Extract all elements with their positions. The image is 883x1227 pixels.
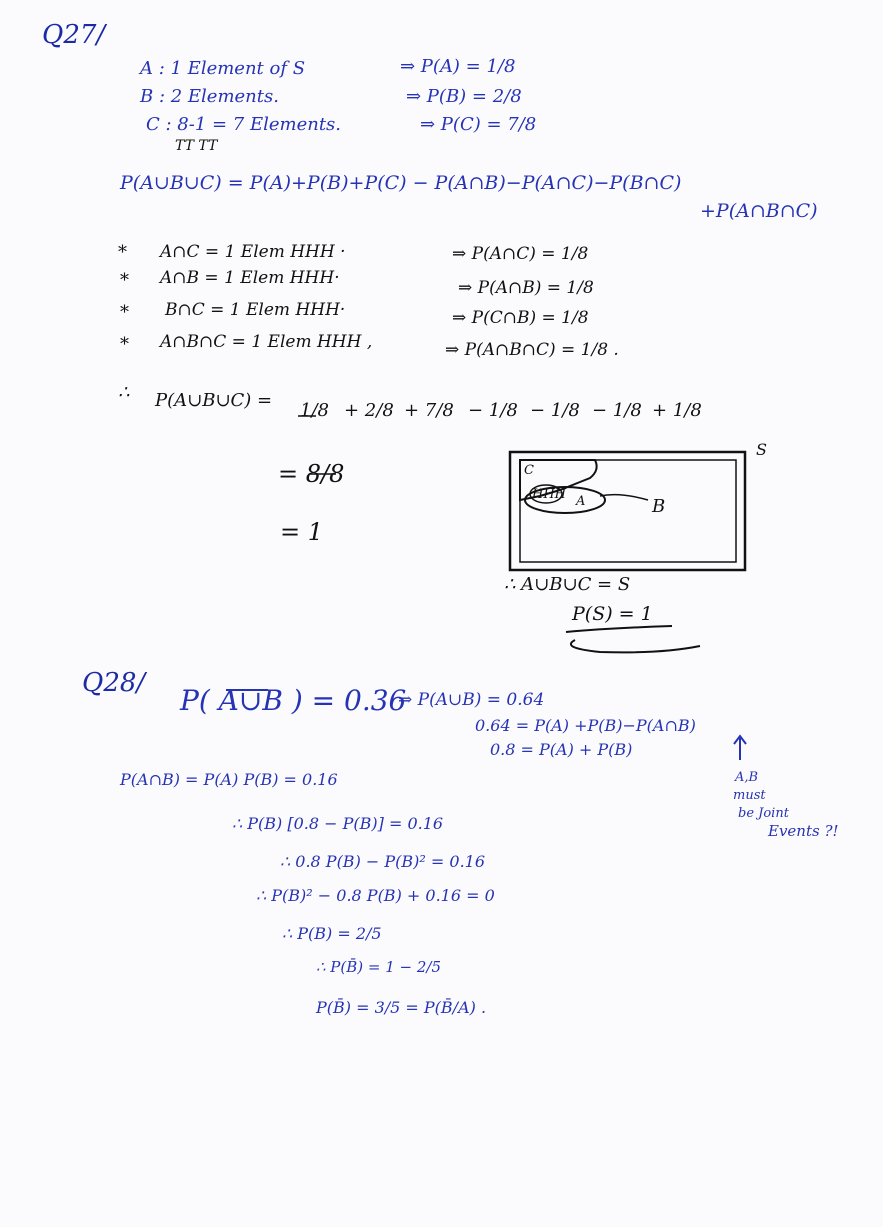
step-2: ∴ 0.8 P(B) − P(B)² = 0.16 bbox=[280, 852, 486, 871]
note-arrow-head bbox=[734, 736, 746, 744]
given-a-prob: ⇒ P(A) = 1/8 bbox=[400, 56, 516, 77]
sum-term-1: 1/8 bbox=[300, 400, 329, 421]
a-and-c-count: A∩C = 1 Elem HHH · bbox=[160, 242, 346, 262]
venn-sample-space-inner bbox=[520, 460, 736, 562]
star-3: * bbox=[120, 302, 129, 323]
given-a: A : 1 Element of S bbox=[140, 58, 306, 79]
given-c: C : 8-1 = 7 Elements. bbox=[146, 114, 342, 135]
venn-label-c: C bbox=[524, 463, 534, 478]
venn-sample-space-outer bbox=[510, 452, 745, 570]
abc-prob: ⇒ P(A∩B∩C) = 1/8 . bbox=[445, 340, 619, 360]
note-line-2: must bbox=[733, 788, 766, 803]
underline-ps bbox=[566, 626, 672, 632]
a-and-b-prob: ⇒ P(A∩B) = 1/8 bbox=[458, 278, 594, 298]
star-1: * bbox=[118, 242, 127, 263]
a-and-c-prob: ⇒ P(A∩C) = 1/8 bbox=[452, 244, 589, 264]
conclusion-union-s: ∴ A∪B∪C = S bbox=[504, 574, 631, 595]
sum-term-6: − 1/8 bbox=[592, 400, 642, 421]
sum-term-2: + 2/8 bbox=[344, 400, 394, 421]
question-28-label: Q28/ bbox=[82, 668, 146, 698]
note-line-1: A,B bbox=[735, 770, 759, 785]
independence-eq: P(A∩B) = P(A) P(B) = 0.16 bbox=[120, 770, 338, 789]
a-and-b-count: A∩B = 1 Elem HHH· bbox=[160, 268, 340, 288]
b-and-c-prob: ⇒ P(C∩B) = 1/8 bbox=[452, 308, 589, 328]
union-formula: P(A∪B∪C) = P(A)+P(B)+P(C) − P(A∩B)−P(A∩C)−P(B∩C) bbox=[120, 172, 682, 194]
union-prob: ⇒ P(A∪B) = 0.64 bbox=[398, 690, 545, 710]
sum-eq-8-8: = 8/8 bbox=[278, 460, 345, 488]
b-and-c-count: B∩C = 1 Elem HHH· bbox=[165, 300, 346, 320]
given-b-prob: ⇒ P(B) = 2/8 bbox=[406, 86, 522, 107]
sum-term-3: + 7/8 bbox=[404, 400, 454, 421]
sum-lhs: P(A∪B∪C) = bbox=[155, 390, 273, 411]
venn-label-a: A bbox=[576, 494, 586, 509]
venn-label-s: S bbox=[756, 440, 767, 459]
given-c-prob: ⇒ P(C) = 7/8 bbox=[420, 114, 537, 135]
sum-term-5: − 1/8 bbox=[530, 400, 580, 421]
swoosh-ps bbox=[571, 640, 700, 652]
venn-label-b: B bbox=[652, 496, 666, 517]
step-3: ∴ P(B)² − 0.8 P(B) + 0.16 = 0 bbox=[256, 886, 495, 905]
given-b: B : 2 Elements. bbox=[140, 86, 279, 107]
sum-eq-1: = 1 bbox=[280, 518, 324, 546]
complement-union: P( A∪B ) = 0.36 bbox=[180, 684, 407, 717]
venn-b-pointer bbox=[600, 495, 648, 500]
step-1: ∴ P(B) [0.8 − P(B)] = 0.16 bbox=[232, 814, 444, 833]
sum-term-4: − 1/8 bbox=[468, 400, 518, 421]
note-line-3: be Joint bbox=[738, 806, 789, 821]
question-27-label: Q27/ bbox=[42, 20, 106, 50]
conclusion-ps-1: P(S) = 1 bbox=[572, 603, 653, 625]
abc-count: A∩B∩C = 1 Elem HHH , bbox=[160, 332, 373, 352]
star-4: * bbox=[120, 334, 129, 355]
union-formula-cont: +P(A∩B∩C) bbox=[700, 200, 818, 222]
therefore-symbol: ∴ bbox=[118, 382, 130, 403]
tt-marks: TT TT bbox=[175, 138, 218, 154]
step-4: ∴ P(B) = 2/5 bbox=[282, 924, 382, 943]
star-2: * bbox=[120, 270, 129, 291]
venn-label-hhh: HHH bbox=[532, 487, 567, 502]
note-line-4: Events ?! bbox=[768, 822, 839, 840]
union-expansion: 0.64 = P(A) +P(B)−P(A∩B) bbox=[475, 716, 696, 735]
step-5: ∴ P(B̄) = 1 − 2/5 bbox=[316, 958, 442, 976]
step-6: P(B̄) = 3/5 = P(B̄/A) . bbox=[316, 998, 487, 1017]
sum-pa-pb: 0.8 = P(A) + P(B) bbox=[490, 740, 633, 759]
sum-term-7: + 1/8 bbox=[652, 400, 702, 421]
